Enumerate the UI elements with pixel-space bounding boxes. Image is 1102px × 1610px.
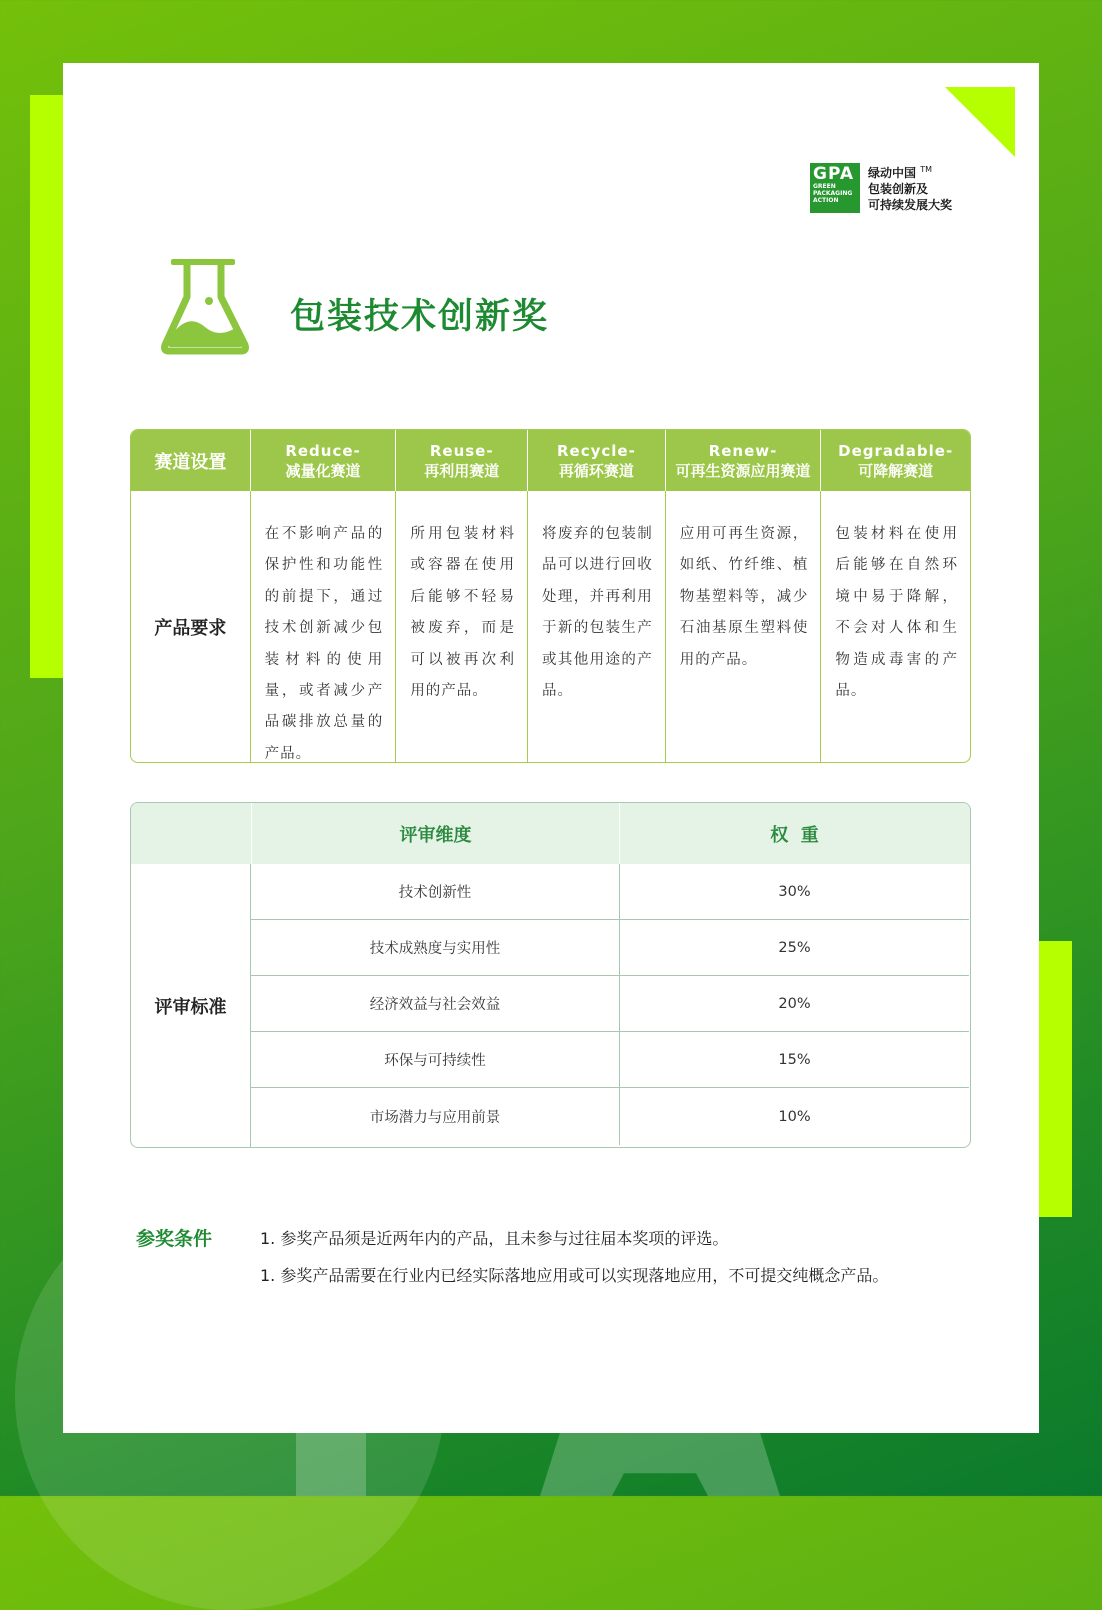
track-renew: Renew- 可再生资源应用赛道 xyxy=(666,430,822,491)
decor-lime-bar-right xyxy=(1038,941,1072,1217)
condition-item: 1. 参奖产品须是近两年内的产品，且未参与过往届本奖项的评选。 xyxy=(260,1229,729,1248)
flask-icon xyxy=(159,257,251,357)
table-row xyxy=(251,920,969,976)
criteria-weight: 30% xyxy=(778,883,811,900)
criteria-header-weight: 权 重 xyxy=(770,824,819,846)
requirement-reduce: 在不影响产品的保护性和功能性的前提下，通过技术创新减少包装材料的使用量，或者减少产品碳排放总量的产品。 xyxy=(251,491,397,762)
table-row xyxy=(251,1088,969,1145)
gpa-logo-mark: GPA GREEN PACKAGING ACTION xyxy=(810,163,860,213)
gpa-logo xyxy=(810,163,952,213)
table-row xyxy=(251,864,969,920)
criteria-weight: 10% xyxy=(778,1108,811,1125)
condition-item: 1. 参奖产品需要在行业内已经实际落地应用或可以实现落地应用，不可提交纯概念产品。 xyxy=(260,1266,889,1285)
table-row xyxy=(251,1032,969,1088)
corner-triangle xyxy=(945,87,1015,157)
requirement-reuse: 所用包装材料或容器在使用后能够不轻易被废弃，而是可以被再次利用的产品。 xyxy=(396,491,528,762)
criteria-table-header xyxy=(131,803,970,864)
criteria-table xyxy=(130,802,971,1148)
decor-lime-bar-left xyxy=(30,95,64,678)
criteria-weight: 25% xyxy=(778,939,811,956)
criteria-dimension: 市场潜力与应用前景 xyxy=(251,1088,620,1145)
track-degradable: Degradable- 可降解赛道 xyxy=(838,441,954,480)
tracks-table-body xyxy=(131,491,970,762)
requirement-renew: 应用可再生资源，如纸、竹纤维、植物基塑料等，减少石油基原生塑料使用的产品。 xyxy=(666,491,822,762)
criteria-weight: 20% xyxy=(778,995,811,1012)
criteria-rows xyxy=(251,864,969,1147)
criteria-dimension: 经济效益与社会效益 xyxy=(251,976,620,1031)
conditions-title: 参奖条件 xyxy=(136,1228,213,1250)
tracks-table-header xyxy=(131,430,970,491)
track-reuse: Reuse- 再利用赛道 xyxy=(396,430,528,491)
track-recycle: Recycle- 再循环赛道 xyxy=(528,430,666,491)
criteria-dimension: 技术创新性 xyxy=(251,864,620,919)
criteria-dimension: 技术成熟度与实用性 xyxy=(251,920,620,975)
gpa-logo-text: 绿动中国 ™ 包装创新及 可持续发展大奖 xyxy=(868,165,953,212)
criteria-dimension: 环保与可持续性 xyxy=(251,1032,620,1087)
criteria-header-dimension: 评审维度 xyxy=(251,803,620,864)
criteria-weight: 15% xyxy=(778,1051,811,1068)
criteria-row-label: 评审标准 xyxy=(131,864,251,1147)
requirements-row-label: 产品要求 xyxy=(131,491,251,762)
tracks-header-label: 赛道设置 xyxy=(131,430,251,491)
content-card xyxy=(63,63,1039,1433)
requirement-degradable: 包装材料在使用后能够在自然环境中易于降解，不会对人体和生物造成毒害的产品。 xyxy=(835,526,958,700)
tracks-table xyxy=(130,429,971,763)
page-title: 包装技术创新奖 xyxy=(290,297,550,337)
track-reduce: Reduce- 减量化赛道 xyxy=(251,430,397,491)
requirement-recycle: 将废弃的包装制品可以进行回收处理，并再利用于新的包装生产或其他用途的产品。 xyxy=(528,491,666,762)
table-row xyxy=(251,976,969,1032)
criteria-header-empty xyxy=(131,803,251,864)
criteria-table-body xyxy=(131,864,970,1147)
